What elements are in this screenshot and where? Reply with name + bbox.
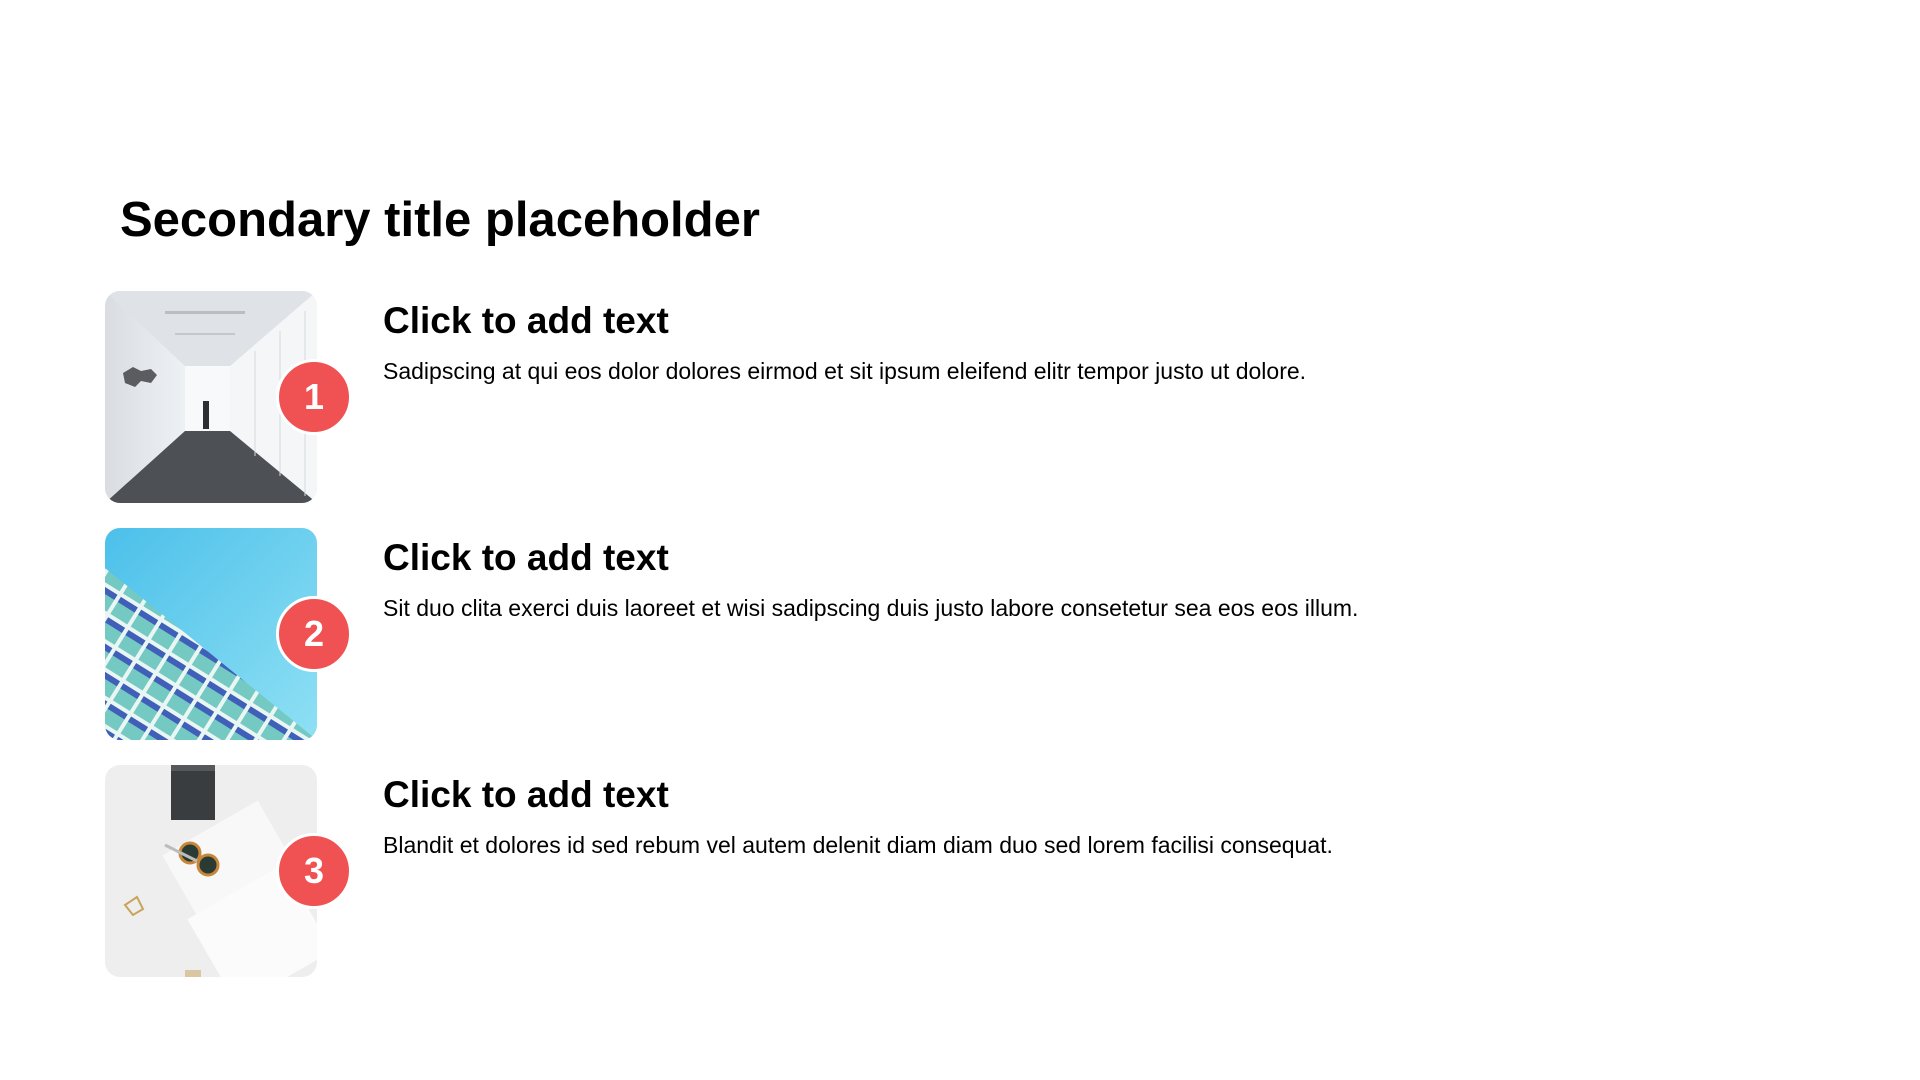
list-item — [105, 291, 1805, 503]
item-heading[interactable]: Click to add text — [383, 537, 669, 578]
step-number-badge: 1 — [276, 359, 352, 435]
step-number-badge: 3 — [276, 833, 352, 909]
item-heading[interactable]: Click to add text — [383, 774, 669, 815]
slide-title[interactable]: Secondary title placeholder — [120, 193, 760, 247]
list-item — [105, 765, 1805, 977]
list-item — [105, 528, 1805, 740]
item-description[interactable]: Sit duo clita exerci duis laoreet et wisi sadipscing duis justo labore consetetur sea eos eos illum. — [383, 595, 1359, 621]
item-description[interactable]: Blandit et dolores id sed rebum vel autem delenit diam diam duo sed lorem facilisi consequat. — [383, 832, 1333, 858]
item-heading[interactable]: Click to add text — [383, 300, 669, 341]
step-number-badge: 2 — [276, 596, 352, 672]
item-description[interactable]: Sadipscing at qui eos dolor dolores eirmod et sit ipsum eleifend elitr tempor justo ut dolore. — [383, 358, 1307, 384]
